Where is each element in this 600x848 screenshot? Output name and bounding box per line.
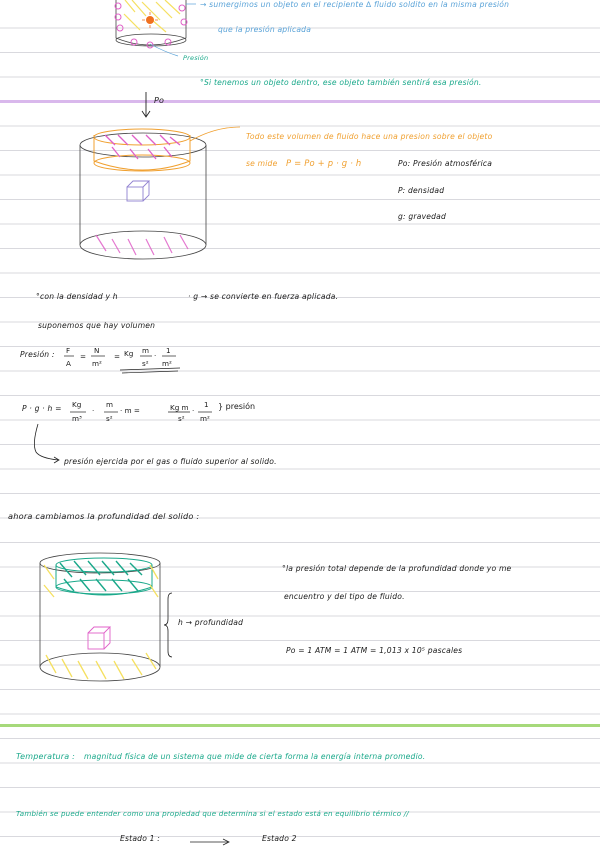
definition-po: Po: Presión atmosférica — [398, 159, 493, 168]
pressure-fraction-lines — [60, 340, 260, 380]
pressure-label: Presión : — [20, 350, 55, 359]
density-note: °con la densidad y h — [36, 292, 118, 301]
fluid-note-line2: se mide — [246, 159, 278, 168]
purple-divider — [0, 100, 600, 103]
frac-a-den: A — [66, 359, 71, 368]
force-note: · g → se convierte en fuerza aplicada. — [188, 292, 339, 301]
frac-f-num: F — [66, 346, 71, 355]
pgh-label: P · g · h = — [22, 404, 62, 413]
pgh-one: 1 — [204, 400, 209, 409]
pgh-result: } presión — [218, 402, 256, 411]
definition-g: g: gravedad — [398, 212, 447, 221]
presion-label: Presión — [183, 54, 209, 62]
pgh-m: m — [106, 400, 114, 409]
depth-label: h → profundidad — [178, 618, 244, 627]
pgh-times: · m = — [120, 406, 140, 415]
frac-m-num: m — [142, 346, 150, 355]
pgh-m2: m² — [200, 414, 210, 423]
volume-note: suponemos que hay volumen — [38, 321, 156, 330]
top-note-line2: que la presión aplicada — [218, 25, 312, 34]
frac-m2-den: m² — [92, 359, 102, 368]
eq1: = — [80, 352, 87, 361]
state-arrow — [188, 836, 238, 846]
dot1: · — [154, 351, 157, 360]
frac-n-num: N — [94, 346, 100, 355]
bracket-arrow — [30, 424, 70, 474]
state-2: Estado 2 — [262, 834, 297, 843]
pgh-dot1: · — [92, 406, 95, 415]
arrow-label-po: Po — [154, 96, 165, 105]
frac-kg: Kg — [124, 349, 134, 358]
depth-change-note: ahora cambiamos la profundidad del solido : — [8, 511, 200, 521]
pgh-kg: Kg — [72, 400, 82, 409]
pgh-s2: s² — [106, 414, 113, 423]
total-pressure-line1: °la presión total depende de la profundidad donde yo me — [282, 564, 512, 573]
top-cylinder-sketch — [0, 0, 600, 70]
frac-1-num: 1 — [166, 346, 171, 355]
green-divider — [0, 724, 600, 727]
temperature-term: Temperatura : — [16, 752, 76, 761]
pgh-dot2: · — [192, 406, 195, 415]
fluid-pressure-note: presión ejercida por el gas o fluido superior al solido. — [64, 457, 277, 466]
note-object: °Si tenemos un objeto dentro, ese objeto también sentirá esa presión. — [200, 78, 482, 87]
hydrostatic-formula: P = Po + p · g · h — [286, 158, 362, 168]
definition-p: P: densidad — [398, 186, 445, 195]
atm-equation: Po = 1 ATM = 1 ATM = 1,013 x 10⁵ pascales — [286, 646, 463, 655]
eq2: = — [114, 352, 121, 361]
temperature-definition: magnitud física de un sistema que mide de cierta forma la energía interna promedio. — [84, 752, 426, 761]
pgh-s2b: s² — [178, 414, 185, 423]
pgh-fraction-lines — [60, 395, 260, 455]
frac-m2-den2: m² — [162, 359, 172, 368]
top-note-line1: → sumergimos un objeto en el recipiente ∆ fluido soldito en la misma presión — [200, 0, 510, 9]
pgh-kgm: Kg m — [170, 403, 189, 412]
frac-s2-den: s² — [142, 359, 149, 368]
total-pressure-line2: encuentro y del tipo de fluido. — [284, 592, 405, 601]
pgh-m3: m³ — [72, 414, 82, 423]
equilibrium-note: También se puede entender como una propiedad que determina si el estado está en equilibrio térmico // — [16, 809, 409, 818]
state-1: Estado 1 : — [120, 834, 161, 843]
fluid-note-line1: Todo este volumen de fluido hace una presion sobre el objeto — [246, 132, 493, 141]
